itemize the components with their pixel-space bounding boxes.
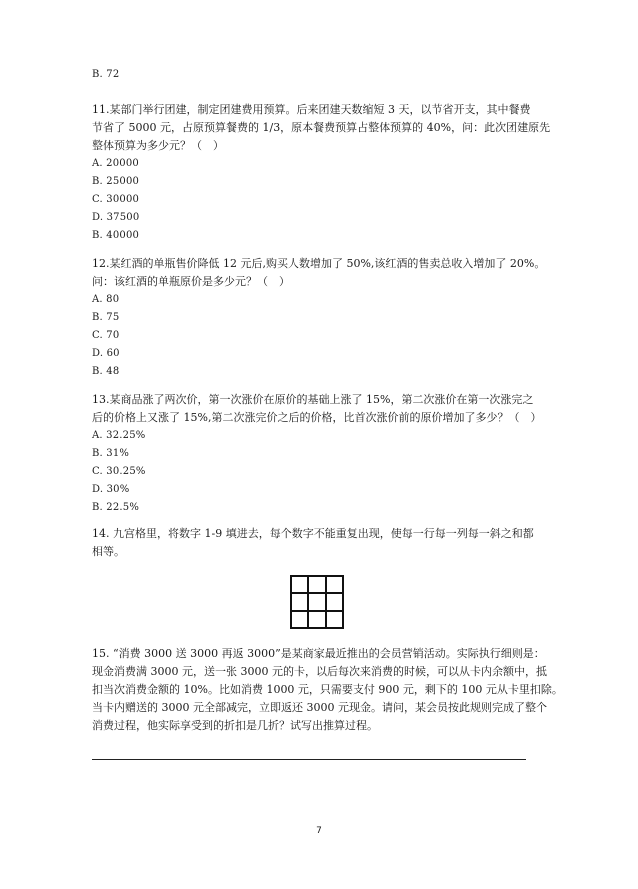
- question-13-option-a: A. 32.25%: [92, 430, 146, 441]
- grid-cell: [326, 611, 343, 628]
- question-11-option-a: A. 20000: [92, 158, 139, 169]
- grid-cell: [308, 611, 325, 628]
- question-12-option-c: C. 70: [92, 330, 120, 341]
- question-13-line-2: 后的价格上又涨了 15%,第二次涨完价之后的价格，比首次涨价前的原价增加了多少？（ ）: [92, 411, 542, 424]
- question-13-option-e: B. 22.5%: [92, 502, 140, 513]
- grid-cell: [291, 593, 308, 610]
- question-12-line-2: 问：该红酒的单瓶原价是多少元？（ ）: [92, 275, 290, 288]
- nine-square-grid: [290, 575, 344, 629]
- question-15-line-2: 现金消费满 3000 元，送一张 3000 元的卡，以后每次来消费的时候，可以从卡内余额中，抵: [92, 665, 547, 678]
- grid-cell: [308, 593, 325, 610]
- question-12-option-e: B. 48: [92, 366, 120, 377]
- question-14-line-2: 相等。: [92, 545, 125, 558]
- question-11-line-1: 11.某部门举行团建，制定团建费用预算。后来团建天数缩短 3 天，以节省开支，其中餐费: [92, 103, 531, 116]
- grid-cell: [326, 576, 343, 593]
- question-11-line-2: 节省了 5000 元，占原预算餐费的 1/3，原本餐费预算占整体预算的 40%，问：此次团建原先: [92, 121, 551, 134]
- question-13-line-1: 13.某商品涨了两次价，第一次涨价在原价的基础上涨了 15%，第二次涨价在第一次涨完之: [92, 393, 534, 406]
- question-13-option-d: D. 30%: [92, 484, 130, 495]
- prev-option-b: B. 72: [92, 69, 120, 80]
- question-12-line-1: 12.某红酒的单瓶售价降低 12 元后,购买人数增加了 50%,该红酒的售卖总收入增加了 20%。: [92, 257, 546, 270]
- question-11-line-3: 整体预算为多少元？（ ）: [92, 139, 224, 152]
- answer-divider-line: [92, 759, 526, 760]
- question-15-line-5: 消费过程，他实际享受到的折扣是几折？试写出推算过程。: [92, 719, 378, 732]
- question-15-line-3: 扣当次消费金额的 10%。比如消费 1000 元，只需要支付 900 元，剩下的 100 元从卡里扣除。: [92, 683, 563, 696]
- question-14-line-1: 14. 九宫格里，将数字 1-9 填进去，每个数字不能重复出现，使每一行每一列每一斜之和都: [92, 527, 534, 540]
- grid-cell: [326, 593, 343, 610]
- question-12-option-a: A. 80: [92, 294, 120, 305]
- question-15-line-4: 当卡内赠送的 3000 元全部减完，立即返还 3000 元现金。请问，某会员按此规则完成了整个: [92, 701, 547, 714]
- grid-cell: [291, 611, 308, 628]
- page-number: 7: [316, 826, 322, 836]
- question-11-option-b: B. 25000: [92, 176, 140, 187]
- grid-cell: [308, 576, 325, 593]
- question-13-option-b: B. 31%: [92, 448, 130, 459]
- question-11-option-e: B. 40000: [92, 230, 140, 241]
- grid-cell: [291, 576, 308, 593]
- question-13-option-c: C. 30.25%: [92, 466, 146, 477]
- question-12-option-b: B. 75: [92, 312, 120, 323]
- question-11-option-d: D. 37500: [92, 212, 140, 223]
- question-11-option-c: C. 30000: [92, 194, 140, 205]
- question-12-option-d: D. 60: [92, 348, 120, 359]
- question-15-line-1: 15. “消费 3000 送 3000 再返 3000”是某商家最近推出的会员营销活动。实际执行细则是：: [92, 647, 545, 660]
